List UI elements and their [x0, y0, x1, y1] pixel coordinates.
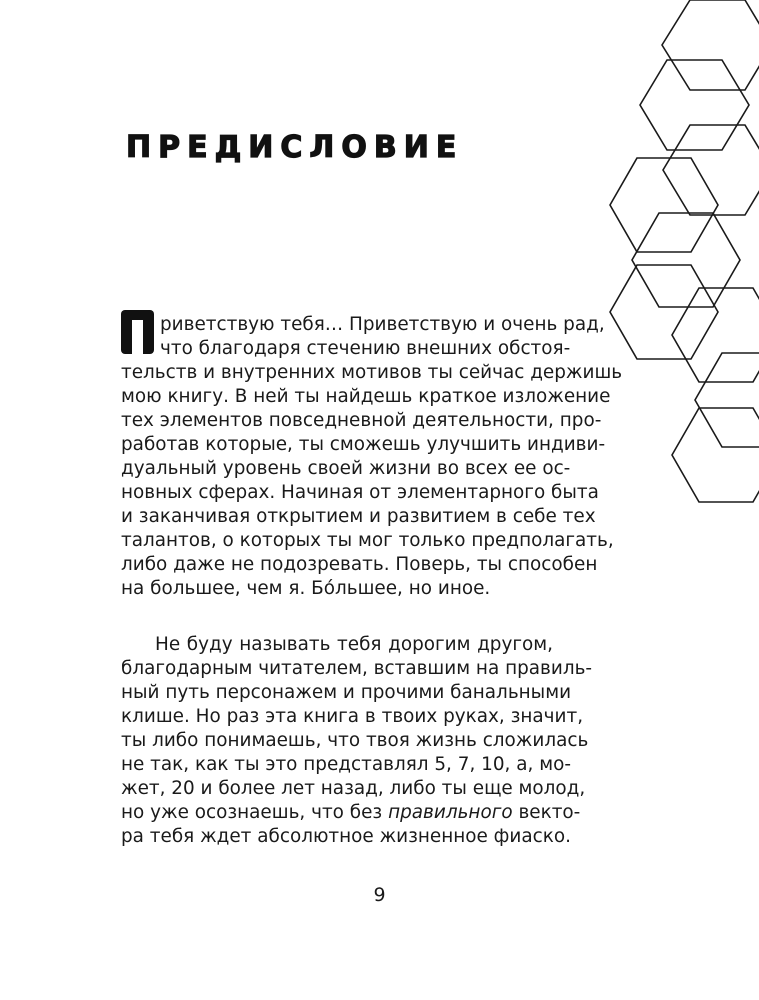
- text-line: либо даже не подозревать. Поверь, ты способен: [121, 554, 598, 575]
- text-line: работав которые, ты сможешь улучшить индиви-: [121, 434, 606, 455]
- page-number: 9: [373, 884, 386, 906]
- hexagon-shape: [640, 60, 749, 150]
- text-line: дуальный уровень своей жизни во всех ее ос-: [121, 458, 571, 479]
- text-line: тельств и внутренних мотивов ты сейчас держишь: [121, 362, 623, 383]
- text-line: на большее, чем я. Бóльшее, но иное.: [121, 578, 491, 599]
- text-line: ный путь персонажем и прочими банальными: [121, 682, 572, 703]
- text-line: ты либо понимаешь, что твоя жизнь сложилась: [121, 730, 589, 751]
- text-line: и заканчивая открытием и развитием в себе тех: [121, 506, 596, 527]
- text-line: жет, 20 и более лет назад, либо ты еще молод,: [121, 778, 586, 799]
- drop-cap: [121, 310, 154, 354]
- text-line: мою книгу. В ней ты найдешь краткое изложение: [121, 386, 611, 407]
- text-line: тех элементов повседневной деятельности, про-: [121, 410, 602, 431]
- text-line: Не буду называть тебя дорогим другом,: [155, 634, 553, 655]
- text-line: что благодаря стечению внешних обстоя-: [160, 338, 571, 359]
- text-line: не так, как ты это представлял 5, 7, 10, а, мо-: [121, 754, 571, 775]
- text-line: ра тебя ждет абсолютное жизненное фиаско.: [121, 826, 571, 847]
- text-line: клише. Но раз эта книга в твоих руках, значит,: [121, 706, 584, 727]
- italic-word: правильного: [388, 802, 513, 823]
- hexagon-shape: [695, 353, 759, 447]
- text-line: талантов, о которых ты мог только предполагать,: [121, 530, 614, 551]
- drop-cap-gap: [132, 320, 143, 354]
- hexagon-shape: [610, 265, 718, 359]
- text-run: векто-: [512, 802, 581, 823]
- hexagon-shape: [662, 0, 759, 90]
- text-line: новных сферах. Начиная от элементарного быта: [121, 482, 599, 503]
- text-line: благодарным читателем, вставшим на правиль-: [121, 658, 593, 679]
- text-run: но уже осознаешь, что без: [121, 802, 389, 823]
- hexagon-shape: [663, 125, 759, 215]
- hexagon-shape: [672, 408, 759, 502]
- text-line-with-italic: [121, 801, 581, 825]
- text-line: риветствую тебя… Приветствую и очень рад,: [160, 314, 605, 335]
- hexagon-shape: [632, 213, 740, 307]
- page-title: ПРЕДИСЛОВИЕ: [126, 130, 464, 165]
